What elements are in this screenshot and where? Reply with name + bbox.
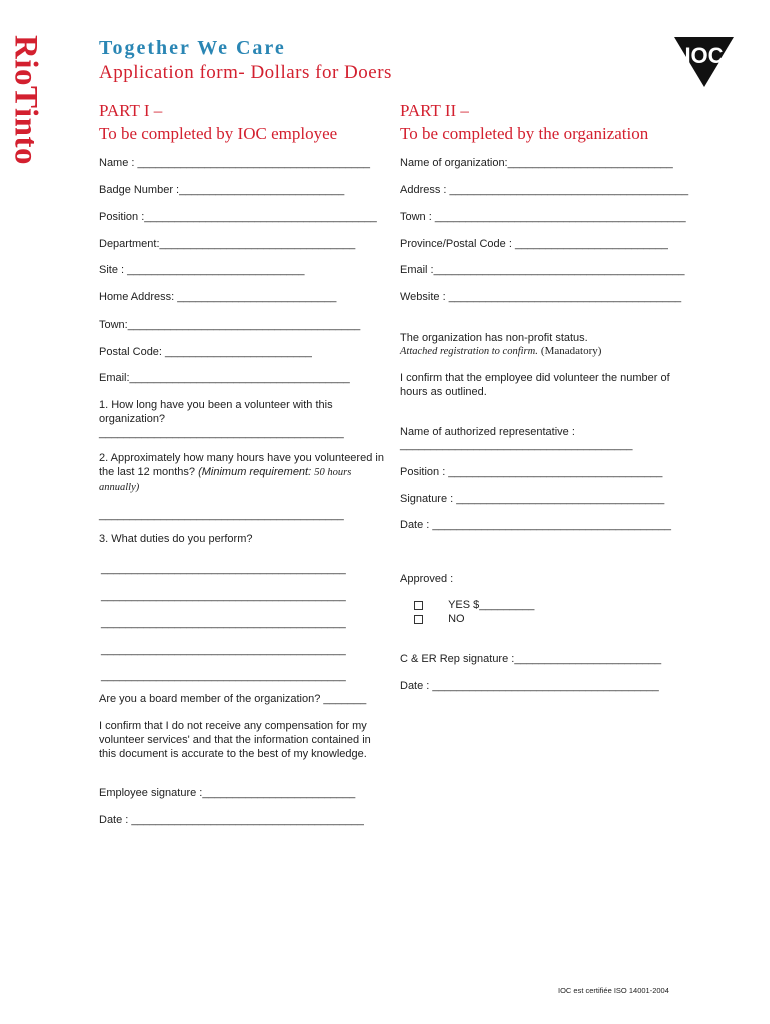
ioc-logo (673, 33, 735, 89)
ioc-logo-text: IOC (684, 43, 724, 68)
approved-label: Approved : (400, 573, 454, 585)
organization-confirmation: I confirm that the employee did volunteer the number of hours as outlined. (400, 372, 670, 398)
yes-label: YES $_________ (448, 599, 535, 611)
representative-date-field[interactable]: Date : _______________________________________ (400, 519, 671, 531)
board-member-question[interactable]: Are you a board member of the organization? _______ (99, 693, 367, 705)
duties-line[interactable]: ________________________________________ (101, 670, 346, 682)
organization-name-field[interactable]: Name of organization:___________________________ (400, 157, 673, 169)
form-tagline: Together We Care (99, 37, 286, 59)
minimum-requirement-label: (Minimum requirement: (198, 466, 312, 478)
no-label: NO (448, 613, 465, 625)
part2-subheading: To be completed by the organization (400, 124, 649, 143)
organization-email-field[interactable]: Email :_________________________________________ (400, 264, 685, 276)
email-field[interactable]: Email:____________________________________ (99, 372, 350, 384)
organization-town-field[interactable]: Town : _________________________________________ (400, 211, 686, 223)
question-duties: 3. What duties do you perform? (99, 533, 253, 545)
approved-yes-option[interactable] (414, 598, 534, 612)
registration-attached-text: Attached registration to confirm. (400, 346, 538, 357)
part1-subheading: To be completed by IOC employee (99, 124, 338, 143)
part2-heading: PART II – (400, 101, 469, 120)
volunteer-duration-answer[interactable]: ________________________________________ (99, 427, 344, 439)
authorized-representative-label: Name of authorized representative : (400, 426, 575, 438)
employee-name-field[interactable]: Name : ______________________________________ (99, 157, 370, 169)
non-profit-status: The organization has non-profit status. (400, 332, 588, 344)
minimum-requirement-detail: 50 hours annually) (99, 467, 352, 493)
representative-signature-field[interactable]: Signature : __________________________________ (400, 493, 665, 505)
organization-website-field[interactable]: Website : ______________________________________ (400, 291, 682, 303)
employee-date-field[interactable]: Date : ______________________________________ (99, 814, 364, 826)
province-postal-code-field[interactable]: Province/Postal Code : _________________________ (400, 238, 668, 250)
duties-line[interactable]: ________________________________________ (101, 617, 346, 629)
town-field[interactable]: Town:______________________________________ (99, 319, 361, 331)
cer-rep-signature-field[interactable]: C & ER Rep signature :________________________ (400, 653, 662, 665)
employee-signature-field[interactable]: Employee signature :_________________________ (99, 787, 356, 799)
question-volunteer-duration: 1. How long have you been a volunteer with this organization? (99, 399, 333, 425)
no-checkbox[interactable] (414, 615, 423, 624)
postal-code-field[interactable]: Postal Code: ________________________ (99, 346, 312, 358)
part1-heading: PART I – (99, 101, 163, 120)
rio-tinto-logo (2, 20, 48, 180)
brand-name: RioTinto (7, 35, 44, 165)
form-title: Application form- Dollars for Doers (99, 62, 392, 83)
duties-line[interactable]: ________________________________________ (101, 563, 346, 575)
position-field[interactable]: Position :______________________________________ (99, 211, 377, 223)
employee-confirmation: I confirm that I do not receive any compensation for my volunteer services' and that the information contained in this document is accurate to the best of my knowledge. (99, 720, 371, 760)
organization-address-field[interactable]: Address : _______________________________________ (400, 184, 689, 196)
question-volunteer-hours (99, 451, 389, 495)
home-address-field[interactable]: Home Address: __________________________ (99, 291, 337, 303)
representative-position-field[interactable]: Position : ___________________________________ (400, 466, 663, 478)
volunteer-hours-answer[interactable]: ________________________________________ (99, 509, 344, 521)
registration-note (400, 344, 601, 359)
approval-date-field[interactable]: Date : _____________________________________ (400, 680, 659, 692)
badge-number-field[interactable]: Badge Number :___________________________ (99, 184, 345, 196)
yes-checkbox[interactable] (414, 601, 423, 610)
site-field[interactable]: Site : _____________________________ (99, 264, 305, 276)
mandatory-label: (Manadatory) (540, 345, 602, 357)
duties-line[interactable]: ________________________________________ (101, 590, 346, 602)
approved-no-option[interactable] (414, 612, 465, 626)
duties-line[interactable]: ________________________________________ (101, 644, 346, 656)
iso-certification-footer: IOC est certifiée ISO 14001-2004 (558, 986, 669, 995)
authorized-representative-field[interactable]: ______________________________________ (400, 439, 633, 451)
department-field[interactable]: Department:________________________________ (99, 238, 356, 250)
question-volunteer-hours-text: 2. Approximately how many hours have you volunteered in the last 12 months? (99, 452, 384, 478)
